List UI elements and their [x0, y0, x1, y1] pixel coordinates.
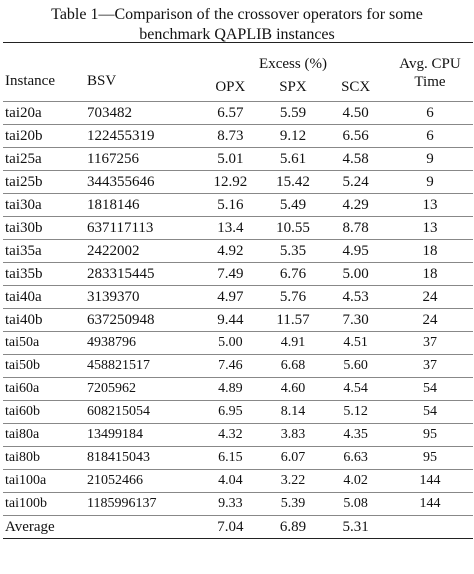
table-row [3, 286, 473, 309]
cell-instance: tai25b [3, 171, 87, 194]
cell-spx: 3.22 [262, 470, 325, 493]
cell-cpu: 6 [387, 102, 473, 125]
cell-opx: 12.92 [199, 171, 262, 194]
cell-scx: 5.12 [324, 401, 387, 424]
cell-bsv: 1167256 [87, 148, 199, 171]
cell-opx: 4.89 [199, 378, 262, 401]
cell-cpu: 13 [387, 194, 473, 217]
cell-spx: 5.59 [262, 102, 325, 125]
cell-instance: tai80a [3, 424, 87, 447]
cell-bsv: 637250948 [87, 309, 199, 332]
cell-bsv: 344355646 [87, 171, 199, 194]
cell-instance: tai40a [3, 286, 87, 309]
cell-instance: tai30a [3, 194, 87, 217]
cell-cpu: 18 [387, 263, 473, 286]
cell-cpu: 37 [387, 355, 473, 378]
cell-opx: 9.44 [199, 309, 262, 332]
table-row [3, 125, 473, 148]
cell-spx: 3.83 [262, 424, 325, 447]
cell-scx: 7.30 [324, 309, 387, 332]
cell-spx: 15.42 [262, 171, 325, 194]
cell-scx: 4.58 [324, 148, 387, 171]
header-cpu-line1: Avg. CPU [387, 43, 473, 74]
cell-spx: 8.14 [262, 401, 325, 424]
cell-bsv: 703482 [87, 102, 199, 125]
cell-opx: 4.92 [199, 240, 262, 263]
cell-cpu: 9 [387, 171, 473, 194]
caption-line-2: benchmark QAPLIB instances [139, 26, 335, 43]
cell-cpu: 54 [387, 378, 473, 401]
cell-bsv: 122455319 [87, 125, 199, 148]
cell-scx: 4.95 [324, 240, 387, 263]
table-row [3, 171, 473, 194]
cell-bsv: 1185996137 [87, 493, 199, 516]
cell-bsv: 21052466 [87, 470, 199, 493]
average-cell-opx: 7.04 [199, 516, 262, 539]
cell-scx: 4.02 [324, 470, 387, 493]
cell-opx: 13.4 [199, 217, 262, 240]
cell-instance: tai60a [3, 378, 87, 401]
table-row [3, 401, 473, 424]
cell-instance: tai35b [3, 263, 87, 286]
cell-spx: 5.76 [262, 286, 325, 309]
cell-cpu: 13 [387, 217, 473, 240]
cell-opx: 5.01 [199, 148, 262, 171]
average-cell-spx: 6.89 [262, 516, 325, 539]
header-excess: Excess (%) [199, 43, 387, 74]
cell-opx: 5.16 [199, 194, 262, 217]
header-row-1 [3, 43, 473, 74]
cell-spx: 5.61 [262, 148, 325, 171]
cell-scx: 6.63 [324, 447, 387, 470]
table-row [3, 309, 473, 332]
header-instance [3, 43, 87, 74]
table-row [3, 148, 473, 171]
cell-bsv: 3139370 [87, 286, 199, 309]
cell-opx: 4.04 [199, 470, 262, 493]
table-caption [0, 0, 474, 42]
cell-opx: 9.33 [199, 493, 262, 516]
cell-instance: tai80b [3, 447, 87, 470]
table-row [3, 493, 473, 516]
cell-bsv: 1818146 [87, 194, 199, 217]
table-row [3, 424, 473, 447]
cell-opx: 8.73 [199, 125, 262, 148]
table-row [3, 240, 473, 263]
cell-spx: 11.57 [262, 309, 325, 332]
average-cell-bsv [87, 516, 199, 539]
cell-cpu: 144 [387, 493, 473, 516]
table-row [3, 470, 473, 493]
header-bsv: BSV [87, 73, 117, 89]
cell-scx: 4.50 [324, 102, 387, 125]
cell-cpu: 9 [387, 148, 473, 171]
table-body [3, 102, 473, 539]
cell-instance: tai30b [3, 217, 87, 240]
cell-instance: tai20b [3, 125, 87, 148]
cell-scx: 5.24 [324, 171, 387, 194]
cell-bsv: 13499184 [87, 424, 199, 447]
table-row [3, 378, 473, 401]
table-row [3, 355, 473, 378]
cell-spx: 5.35 [262, 240, 325, 263]
cell-instance: tai100a [3, 470, 87, 493]
header-spx: SPX [279, 78, 307, 95]
cell-opx: 5.00 [199, 332, 262, 355]
cell-spx: 6.07 [262, 447, 325, 470]
cell-opx: 7.46 [199, 355, 262, 378]
cell-opx: 6.57 [199, 102, 262, 125]
cell-opx: 7.49 [199, 263, 262, 286]
cell-scx: 4.53 [324, 286, 387, 309]
cell-spx: 5.39 [262, 493, 325, 516]
cell-spx: 6.76 [262, 263, 325, 286]
cell-bsv: 458821517 [87, 355, 199, 378]
header-instance-label: Instance [5, 73, 55, 89]
cell-opx: 6.15 [199, 447, 262, 470]
header-opx: OPX [215, 78, 246, 95]
cell-scx: 5.08 [324, 493, 387, 516]
cell-opx: 4.97 [199, 286, 262, 309]
cell-spx: 4.91 [262, 332, 325, 355]
cell-spx: 5.49 [262, 194, 325, 217]
cell-scx: 5.60 [324, 355, 387, 378]
cell-scx: 4.51 [324, 332, 387, 355]
cell-bsv: 283315445 [87, 263, 199, 286]
cell-scx: 4.35 [324, 424, 387, 447]
table-row [3, 194, 473, 217]
cell-instance: tai40b [3, 309, 87, 332]
cell-bsv: 4938796 [87, 332, 199, 355]
caption-line-1: Table 1—Comparison of the crossover operators for some [51, 6, 423, 23]
cell-instance: tai60b [3, 401, 87, 424]
average-cell-cpu [387, 516, 473, 539]
cell-scx: 4.54 [324, 378, 387, 401]
cell-instance: tai50a [3, 332, 87, 355]
header-bsv-spacer [87, 43, 199, 74]
header-scx: SCX [341, 78, 371, 95]
cell-spx: 4.60 [262, 378, 325, 401]
table-row [3, 217, 473, 240]
cell-bsv: 818415043 [87, 447, 199, 470]
cell-spx: 9.12 [262, 125, 325, 148]
cell-instance: tai25a [3, 148, 87, 171]
average-cell-instance: Average [3, 516, 87, 539]
cell-instance: tai20a [3, 102, 87, 125]
cell-bsv: 637117113 [87, 217, 199, 240]
cell-spx: 10.55 [262, 217, 325, 240]
table-row [3, 263, 473, 286]
crossover-comparison-table [3, 42, 473, 539]
table-row [3, 447, 473, 470]
cell-cpu: 95 [387, 447, 473, 470]
cell-instance: tai50b [3, 355, 87, 378]
cell-cpu: 54 [387, 401, 473, 424]
cell-cpu: 95 [387, 424, 473, 447]
average-row [3, 516, 473, 539]
average-cell-scx: 5.31 [324, 516, 387, 539]
cell-cpu: 24 [387, 286, 473, 309]
cell-opx: 6.95 [199, 401, 262, 424]
cell-scx: 8.78 [324, 217, 387, 240]
cell-scx: 6.56 [324, 125, 387, 148]
table-row [3, 102, 473, 125]
header-row-2 [3, 73, 473, 102]
cell-scx: 5.00 [324, 263, 387, 286]
cell-cpu: 18 [387, 240, 473, 263]
table-row [3, 332, 473, 355]
cell-cpu: 37 [387, 332, 473, 355]
cell-cpu: 24 [387, 309, 473, 332]
cell-cpu: 6 [387, 125, 473, 148]
cell-spx: 6.68 [262, 355, 325, 378]
cell-opx: 4.32 [199, 424, 262, 447]
cell-bsv: 608215054 [87, 401, 199, 424]
header-cpu-line2: Time [414, 74, 446, 90]
cell-instance: tai35a [3, 240, 87, 263]
cell-bsv: 2422002 [87, 240, 199, 263]
cell-cpu: 144 [387, 470, 473, 493]
cell-bsv: 7205962 [87, 378, 199, 401]
cell-scx: 4.29 [324, 194, 387, 217]
cell-instance: tai100b [3, 493, 87, 516]
